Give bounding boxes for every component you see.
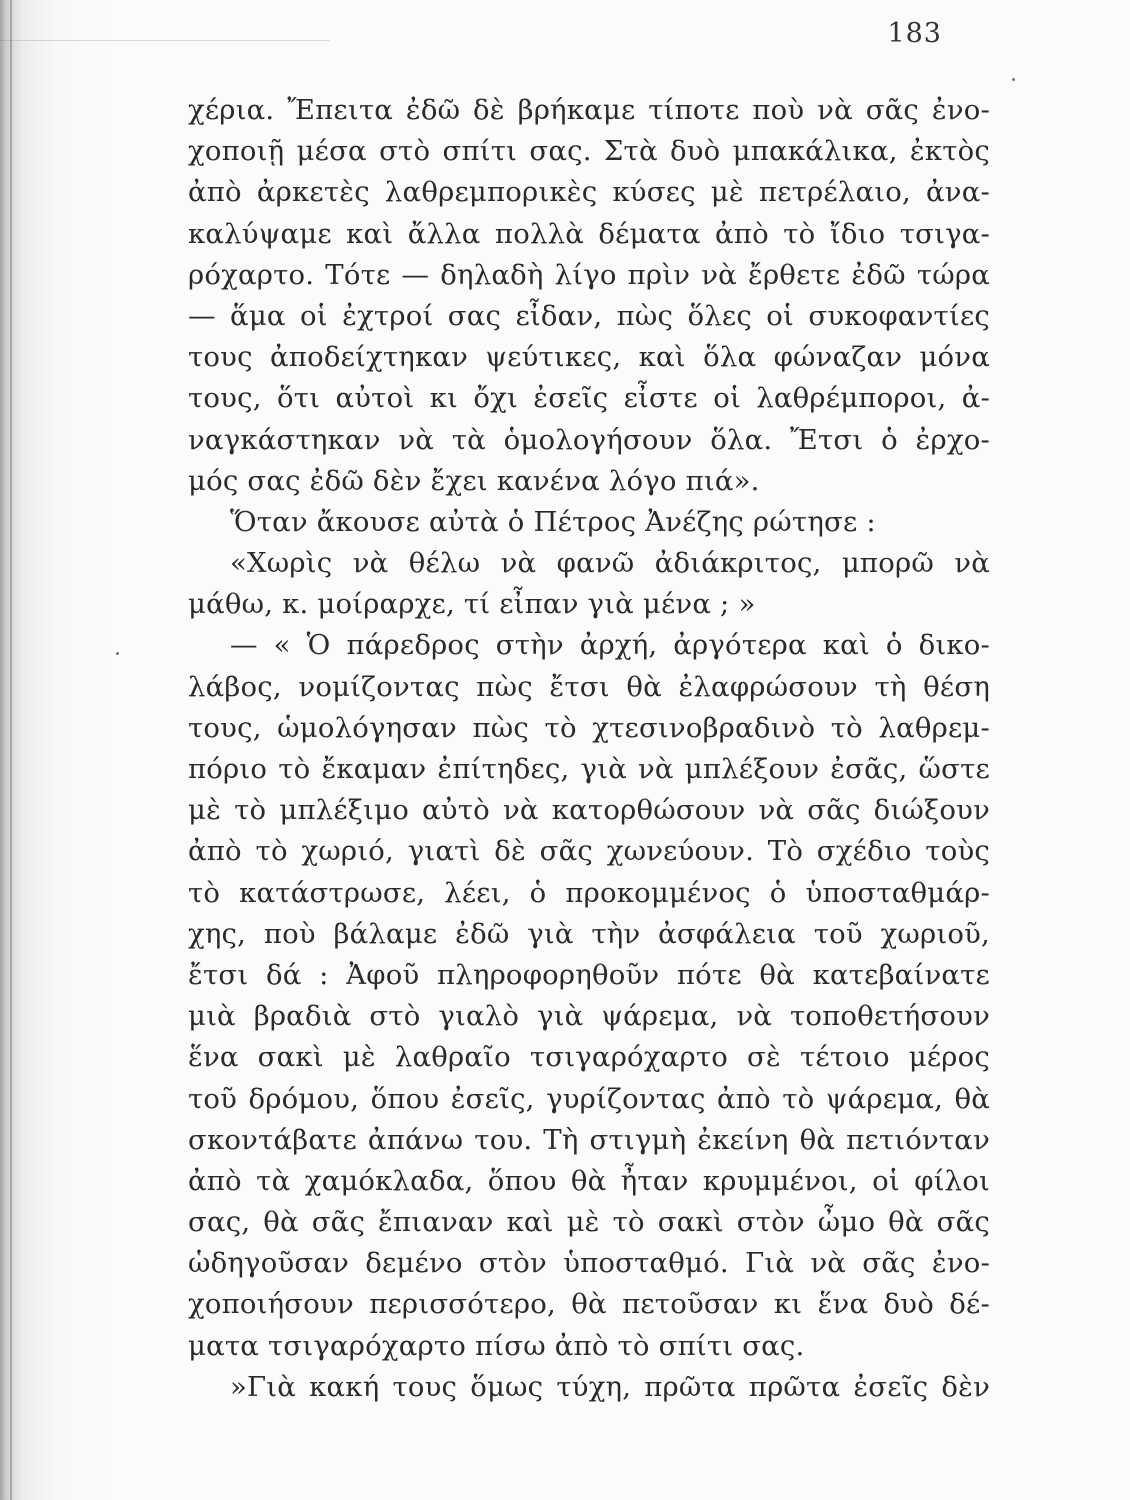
text-line: χέρια. Ἔπειτα ἐδῶ δὲ βρήκαμε τίποτε ποὺ νὰ σᾶς ἐνο- xyxy=(188,94,990,126)
text-line: τους, ὅτι αὐτοὶ κι ὄχι ἐσεῖς εἶστε οἱ λαθρέμποροι, ἀ- xyxy=(188,382,990,415)
text-line: πόριο τὸ ἔκαμαν ἐπίτηδες, γιὰ νὰ μπλέξουν ἐσᾶς, ὥστε xyxy=(188,753,990,785)
text-line: ναγκάστηκαν νὰ τὰ ὁμολογήσουν ὅλα. Ἔτσι ὁ ἐρχο- xyxy=(188,423,990,456)
body-text xyxy=(188,90,990,1408)
text-line: σας, θὰ σᾶς ἔπιαναν καὶ μὲ τὸ σακὶ στὸν ὦμο θὰ σᾶς xyxy=(188,1206,990,1239)
text-line: ὡδηγοῦσαν δεμένο στὸν ὑποσταθμό. Γιὰ νὰ σᾶς ἐνο- xyxy=(188,1247,990,1280)
text-line: χοποιῇ μέσα στὸ σπίτι σας. Στὰ δυὸ μπακάλικα, ἐκτὸς xyxy=(188,135,990,168)
scan-speck xyxy=(116,652,119,655)
text-line: σκοντάβατε ἀπάνω του. Τὴ στιγμὴ ἐκείνη θὰ πετιόνταν xyxy=(188,1123,990,1156)
text-line: — ἅμα οἱ ἐχτροί σας εἶδαν, πὼς ὅλες οἱ συκοφαντίες xyxy=(188,299,990,332)
text-line: ἔτσι δά : Ἀφοῦ πληροφορηθοῦν πότε θὰ κατεβαίνατε xyxy=(188,958,990,991)
page-number: 183 xyxy=(887,18,942,49)
text-line: ἀπὸ ἀρκετὲς λαθρεμπορικὲς κύσες μὲ πετρέλαιο, ἀνα- xyxy=(188,176,990,209)
paragraph-start: «Χωρὶς νὰ θέλω νὰ φανῶ ἀδιάκριτος, μπορῶ νὰ xyxy=(230,547,990,580)
text-line: λάβος, νομίζοντας πὼς ἔτσι θὰ ἐλαφρώσουν τὴ θέση xyxy=(188,670,990,703)
text-line: τοῦ δρόμου, ὅπου ἐσεῖς, γυρίζοντας ἀπὸ τὸ ψάρεμα, θὰ xyxy=(188,1082,990,1115)
text-line: ρόχαρτο. Τότε — δηλαδὴ λίγο πρὶν νὰ ἔρθετε ἐδῶ τώρα xyxy=(188,258,990,291)
text-line: ἀπὸ τὰ χαμόκλαδα, ὅπου θὰ ἦταν κρυμμένοι, οἱ φίλοι xyxy=(188,1164,990,1197)
text-line: ἕνα σακὶ μὲ λαθραῖο τσιγαρόχαρτο σὲ τέτοιο μέρος xyxy=(188,1041,990,1074)
text-line: τους ἀποδείχτηκαν ψεύτικες, καὶ ὅλα φώναζαν μόνα xyxy=(188,341,990,374)
text-line: χης, ποὺ βάλαμε ἐδῶ γιὰ τὴν ἀσφάλεια τοῦ χωριοῦ, xyxy=(188,917,990,950)
text-line: μὲ τὸ μπλέξιμο αὐτὸ νὰ κατορθώσουν νὰ σᾶς διώξουν xyxy=(188,794,990,827)
scan-speck xyxy=(1012,78,1015,81)
scan-artifact-rule xyxy=(0,40,330,41)
text-line: χοποιήσουν περισσότερο, θὰ πετοῦσαν κι ἕνα δυὸ δέ- xyxy=(188,1288,990,1321)
text-line: ματα τσιγαρόχαρτο πίσω ἀπὸ τὸ σπίτι σας. xyxy=(188,1329,805,1362)
text-line: μιὰ βραδιὰ στὸ γιαλὸ γιὰ ψάρεμα, νὰ τοποθετήσουν xyxy=(188,1000,990,1033)
paragraph-start: »Γιὰ κακή τους ὅμως τύχη, πρῶτα πρῶτα ἐσεῖς δὲν xyxy=(230,1370,990,1403)
binding-edge xyxy=(10,0,12,1500)
text-line: τους, ὡμολόγησαν πὼς τὸ χτεσινοβραδινὸ τὸ λαθρεμ- xyxy=(188,711,990,744)
text-line: ἀπὸ τὸ χωριό, γιατὶ δὲ σᾶς χωνεύουν. Τὸ σχέδιο τοὺς xyxy=(188,835,990,868)
text-line: μός σας ἐδῶ δὲν ἔχει κανένα λόγο πιά». xyxy=(188,464,760,497)
text-line: μάθω, κ. μοίραρχε, τί εἶπαν γιὰ μένα ; » xyxy=(188,588,756,621)
binding-shadow xyxy=(0,0,120,1500)
text-line: καλύψαμε καὶ ἄλλα πολλὰ δέματα ἀπὸ τὸ ἴδιο τσιγα- xyxy=(188,217,990,250)
paragraph-start: Ὅταν ἄκουσε αὐτὰ ὁ Πέτρος Ἀνέζης ρώτησε : xyxy=(230,505,876,538)
text-line: τὸ κατάστρωσε, λέει, ὁ προκομμένος ὁ ὑποσταθμάρ- xyxy=(188,876,990,909)
paragraph-start: — « Ὁ πάρεδρος στὴν ἀρχή, ἀργότερα καὶ ὁ δικο- xyxy=(230,629,990,662)
